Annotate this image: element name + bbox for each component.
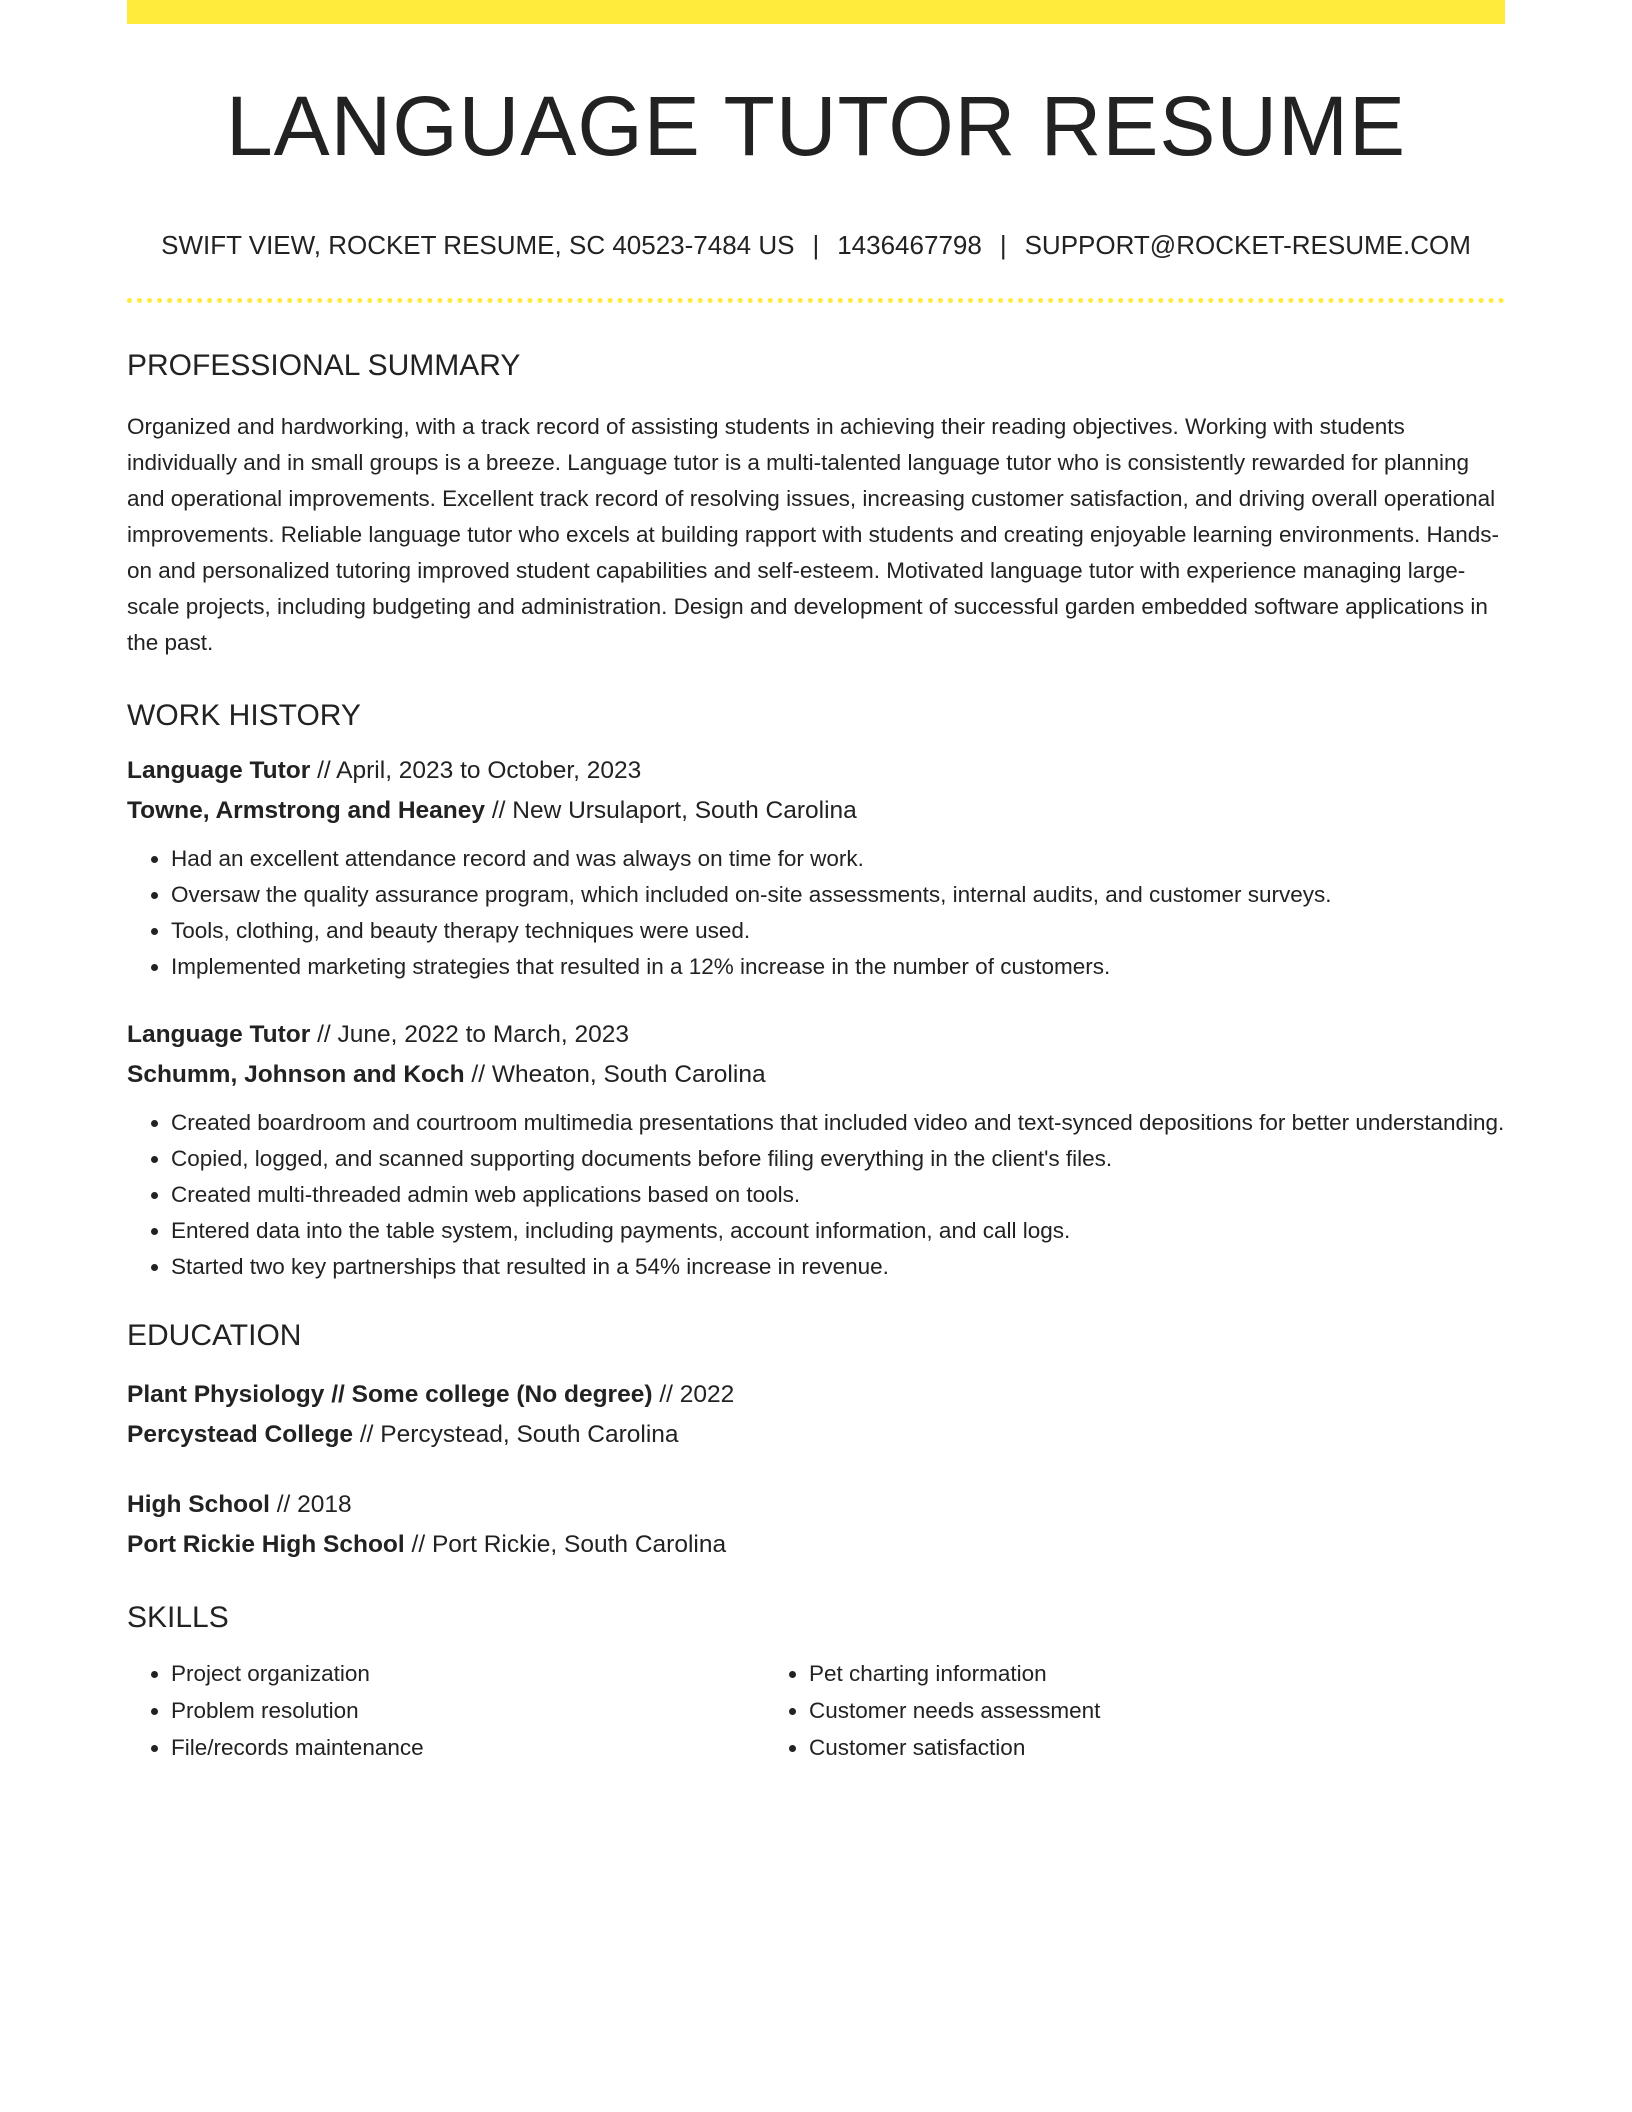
job-title: Language Tutor	[127, 757, 311, 784]
job-company-line	[127, 1055, 1505, 1095]
skill-item: • Customer needs assessment	[809, 1692, 1395, 1729]
contact-email: SUPPORT@ROCKET-RESUME.COM	[1024, 230, 1471, 260]
skills-column-right	[761, 1655, 1395, 1766]
list-item: • Copied, logged, and scanned supporting documents before filing everything in the client's files.	[171, 1141, 1505, 1177]
education-year: // 2018	[276, 1491, 352, 1518]
education-school-line	[127, 1525, 1505, 1565]
job-location: // Wheaton, South Carolina	[471, 1061, 766, 1088]
job-entry	[127, 1015, 1505, 1285]
education-year: // 2022	[659, 1381, 735, 1408]
job-bullets	[127, 1105, 1505, 1285]
list-item: • Created boardroom and courtroom multimedia presentations that included video and text-synced depositions for better understanding.	[171, 1105, 1505, 1141]
education-school: Percystead College	[127, 1421, 354, 1448]
job-entry	[127, 751, 1505, 985]
skill-item: • Customer satisfaction	[809, 1729, 1395, 1766]
job-dates: // April, 2023 to October, 2023	[317, 757, 642, 784]
section-heading-education: EDUCATION	[127, 1319, 302, 1352]
education-school-line	[127, 1415, 1505, 1455]
skills-column-left	[127, 1655, 761, 1766]
skill-item: • Pet charting information	[809, 1655, 1395, 1692]
contact-separator: |	[999, 230, 1007, 260]
list-item: • Oversaw the quality assurance program, which included on-site assessments, internal audits, and customer surveys.	[171, 877, 1505, 913]
education-degree-line	[127, 1485, 1505, 1525]
contact-line	[127, 232, 1505, 258]
contact-separator: |	[812, 230, 820, 260]
list-item: • Implemented marketing strategies that resulted in a 12% increase in the number of customers.	[171, 949, 1505, 985]
section-heading-summary: PROFESSIONAL SUMMARY	[127, 349, 521, 382]
summary-text: Organized and hardworking, with a track record of assisting students in achieving their reading objectives. Working with students individually and in small groups is a breeze. Language tutor is a multi-talented language tutor who is consistently rewarded for planning and operational improvements. Excellent track record of resolving issues, increasing customer satisfaction, and driving overall operational improvements. Reliable language tutor who excels at building rapport with students and creating enjoyable learning environments. Hands-on and personalized tutoring improved student capabilities and self-esteem. Motivated language tutor with experience managing large-scale projects, including budgeting and administration. Design and development of successful garden embedded software applications in the past.	[127, 414, 1500, 655]
education-degree: High School	[127, 1491, 270, 1518]
section-heading-skills: SKILLS	[127, 1601, 229, 1634]
dotted-divider	[127, 298, 1505, 303]
list-item: • Entered data into the table system, including payments, account information, and call logs.	[171, 1213, 1505, 1249]
contact-address: SWIFT VIEW, ROCKET RESUME, SC 40523-7484 US	[161, 230, 795, 260]
education-degree: Plant Physiology // Some college (No degree)	[127, 1381, 653, 1408]
education-school: Port Rickie High School	[127, 1531, 405, 1558]
education-location: // Port Rickie, South Carolina	[411, 1531, 727, 1558]
skill-item: • File/records maintenance	[171, 1729, 761, 1766]
contact-phone: 1436467798	[837, 230, 982, 260]
skill-item: • Project organization	[171, 1655, 761, 1692]
education-entry	[127, 1485, 1505, 1565]
resume-title: LANGUAGE TUTOR RESUME	[225, 79, 1407, 173]
skills-grid	[127, 1655, 1505, 1766]
education-entry	[127, 1375, 1505, 1455]
job-company-line	[127, 791, 1505, 831]
job-title-line	[127, 1015, 1505, 1055]
section-heading-work-history: WORK HISTORY	[127, 699, 361, 732]
education-degree-line	[127, 1375, 1505, 1415]
education-location: // Percystead, South Carolina	[359, 1421, 679, 1448]
list-item: • Had an excellent attendance record and was always on time for work.	[171, 841, 1505, 877]
skill-item: • Problem resolution	[171, 1692, 761, 1729]
job-bullets	[127, 841, 1505, 985]
job-dates: // June, 2022 to March, 2023	[317, 1021, 630, 1048]
list-item: • Started two key partnerships that resulted in a 54% increase in revenue.	[171, 1249, 1505, 1285]
job-title: Language Tutor	[127, 1021, 311, 1048]
job-company: Towne, Armstrong and Heaney	[127, 797, 486, 824]
list-item: • Tools, clothing, and beauty therapy techniques were used.	[171, 913, 1505, 949]
list-item: • Created multi-threaded admin web applications based on tools.	[171, 1177, 1505, 1213]
resume-page	[127, 0, 1505, 1766]
job-company: Schumm, Johnson and Koch	[127, 1061, 465, 1088]
accent-bar	[127, 0, 1505, 24]
job-location: // New Ursulaport, South Carolina	[491, 797, 857, 824]
job-title-line	[127, 751, 1505, 791]
